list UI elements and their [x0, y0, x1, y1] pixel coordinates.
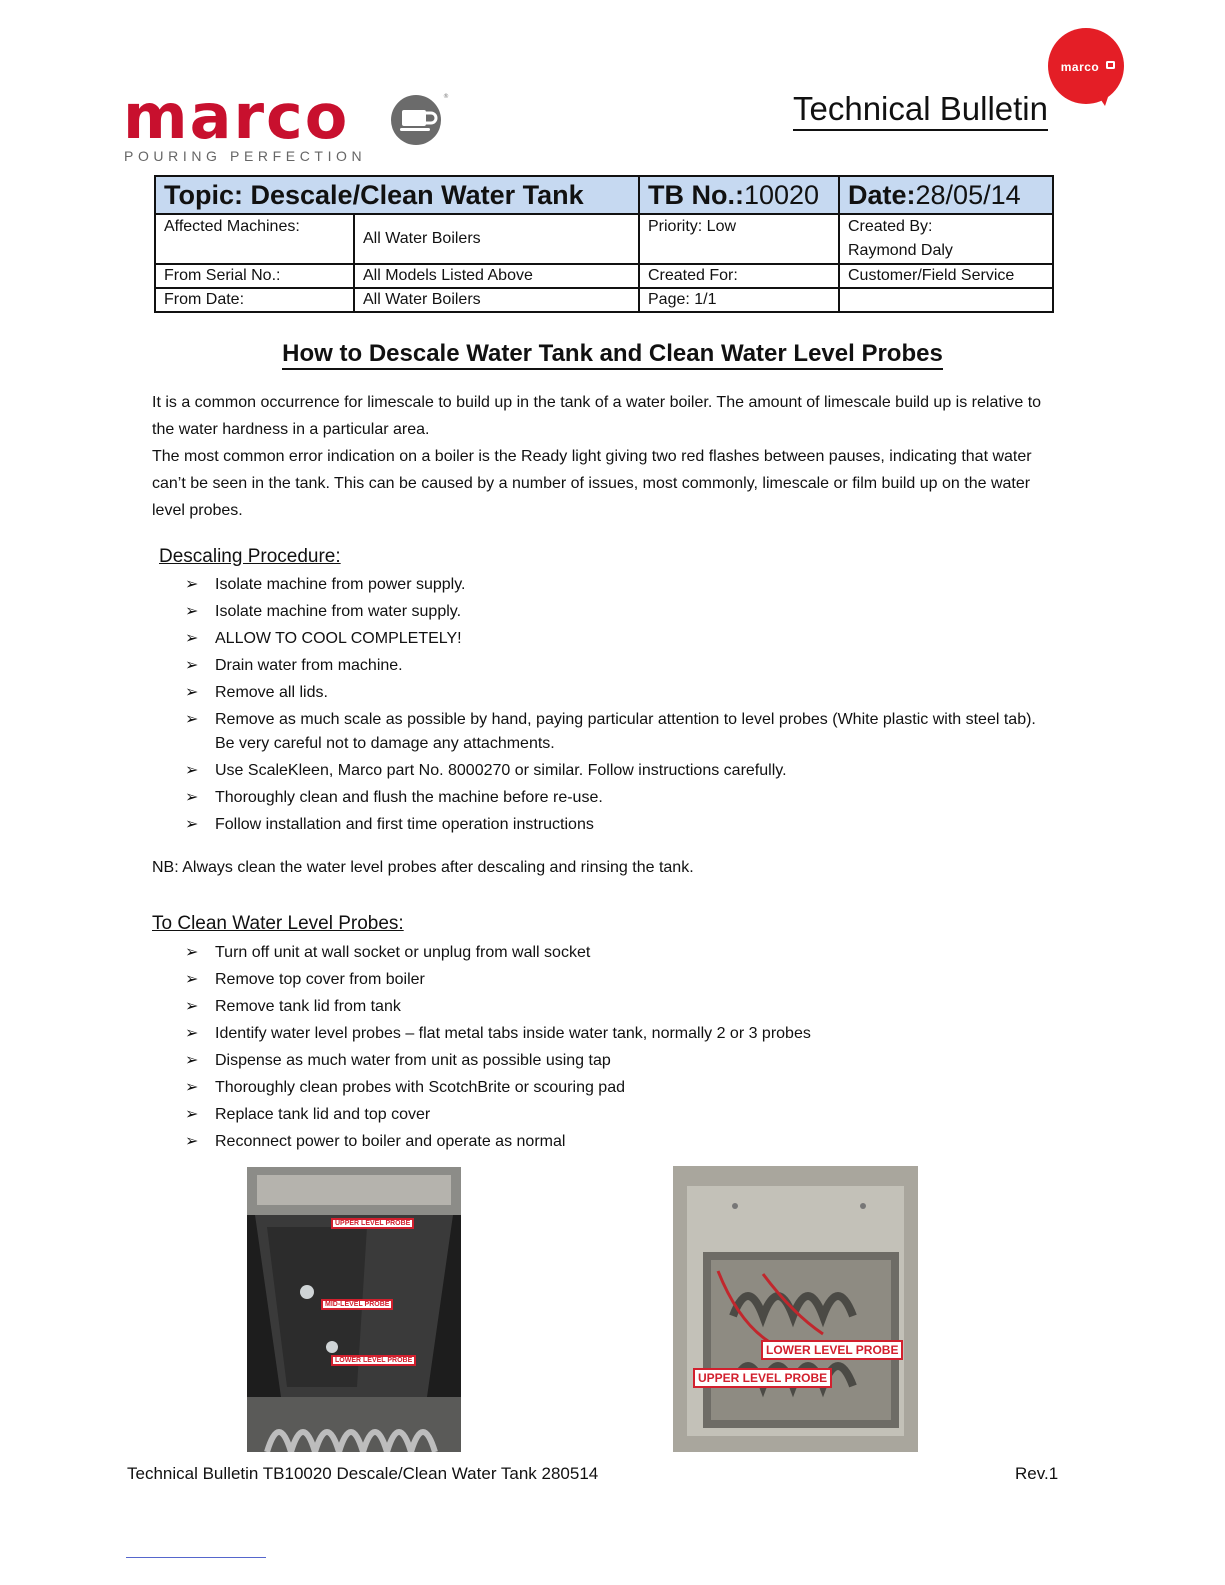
topic-label: Topic: — [164, 179, 251, 210]
list-item: ➢ Isolate machine from water supply. — [185, 600, 1055, 624]
marco-logo-wordmark: marco — [123, 80, 350, 153]
created-by-label: Created By: — [848, 218, 933, 235]
list-item: ➢ Remove all lids. — [185, 681, 1055, 705]
arrow-bullet-icon: ➢ — [185, 1079, 199, 1096]
created-for-value: Customer/Field Service — [839, 264, 1053, 288]
arrow-bullet-icon: ➢ — [185, 630, 199, 647]
descaling-steps-list — [185, 573, 1055, 837]
from-date-label: From Date: — [155, 288, 354, 312]
badge-text: marco — [1060, 60, 1100, 74]
date-value: 28/05/14 — [915, 179, 1021, 210]
list-item: ➢ ALLOW TO COOL COMPLETELY! — [185, 627, 1055, 651]
tb-label: TB No.: — [648, 179, 744, 210]
list-item: ➢ Remove tank lid from tank — [185, 995, 1055, 1019]
intro-paragraph-2: The most common error indication on a boiler is the Ready light giving two red flashes between pauses, indicating that water can’t be seen in the tank. This can be caused by a number of issues, most commonly, limescale or film build up on the water level probes. — [152, 448, 1032, 519]
list-item: ➢ Remove top cover from boiler — [185, 968, 1055, 992]
intro-paragraph-1: It is a common occurrence for limescale to build up in the tank of a water boiler. The amount of limescale build up is relative to the water hardness in a particular area. — [152, 394, 1042, 438]
arrow-bullet-icon: ➢ — [185, 998, 199, 1015]
document-heading — [0, 340, 1225, 368]
probes-steps-list — [185, 941, 1055, 1154]
coffee-cup-icon — [388, 90, 450, 146]
upper-probe-label: UPPER LEVEL PROBE — [331, 1218, 414, 1229]
tank-probes-photo-right — [673, 1166, 918, 1452]
probes-section-title: To Clean Water Level Probes: — [152, 913, 404, 934]
svg-text:®: ® — [443, 93, 449, 100]
list-item: ➢ Thoroughly clean and flush the machine before re-use. — [185, 786, 1055, 810]
affected-value: All Water Boilers — [354, 214, 639, 264]
arrow-bullet-icon: ➢ — [185, 971, 199, 988]
list-item: ➢ Isolate machine from power supply. — [185, 573, 1055, 597]
list-item: ➢ Drain water from machine. — [185, 654, 1055, 678]
list-item: ➢ Follow installation and first time operation instructions — [185, 813, 1055, 837]
arrow-bullet-icon: ➢ — [185, 684, 199, 701]
arrow-bullet-icon: ➢ — [185, 711, 199, 728]
page-cell: Page: 1/1 — [639, 288, 839, 312]
arrow-bullet-icon: ➢ — [185, 1133, 199, 1150]
arrow-bullet-icon: ➢ — [185, 944, 199, 961]
tb-value: 10020 — [743, 179, 820, 210]
arrow-bullet-icon: ➢ — [185, 603, 199, 620]
list-item: ➢ Replace tank lid and top cover — [185, 1103, 1055, 1127]
lower-probe-label: LOWER LEVEL PROBE — [331, 1355, 416, 1366]
arrow-bullet-icon: ➢ — [185, 816, 199, 833]
footer-document-id: Technical Bulletin TB10020 Descale/Clean Water Tank 280514 — [127, 1464, 599, 1483]
logo-tagline: POURING PERFECTION — [124, 148, 367, 164]
tank-top-illustration — [673, 1166, 918, 1452]
upper-probe-label: UPPER LEVEL PROBE — [693, 1368, 832, 1388]
created-by-value: Raymond Daly — [848, 242, 953, 259]
lower-probe-label: LOWER LEVEL PROBE — [761, 1340, 903, 1360]
created-for-label: Created For: — [639, 264, 839, 288]
serial-label: From Serial No.: — [155, 264, 354, 288]
topic-value: Descale/Clean Water Tank — [250, 179, 584, 210]
affected-label: Affected Machines: — [155, 214, 354, 264]
created-by-cell — [839, 214, 1053, 264]
topic-cell — [155, 176, 639, 214]
from-date-value: All Water Boilers — [354, 288, 639, 312]
arrow-bullet-icon: ➢ — [185, 1106, 199, 1123]
note-text: NB: Always clean the water level probes after descaling and rinsing the tank. — [152, 859, 694, 876]
arrow-bullet-icon: ➢ — [185, 762, 199, 779]
list-item: ➢ Remove as much scale as possible by hand, paying particular attention to level probes (White plastic with steel tab). Be very careful not to damage any attachments. — [185, 708, 1055, 756]
list-item: ➢ Turn off unit at wall socket or unplug from wall socket — [185, 941, 1055, 965]
footnote-divider — [126, 1557, 266, 1558]
footer-revision: Rev.1 — [1015, 1464, 1059, 1483]
arrow-bullet-icon: ➢ — [185, 657, 199, 674]
arrow-bullet-icon: ➢ — [185, 1025, 199, 1042]
arrow-bullet-icon: ➢ — [185, 576, 199, 593]
list-item: ➢ Reconnect power to boiler and operate as normal — [185, 1130, 1055, 1154]
heading-text: How to Descale Water Tank and Clean Water Level Probes — [282, 340, 943, 370]
tb-number-cell — [639, 176, 839, 214]
bulletin-info-table — [154, 175, 1054, 313]
list-item: ➢ Thoroughly clean probes with ScotchBrite or scouring pad — [185, 1076, 1055, 1100]
date-label: Date: — [848, 179, 916, 210]
arrow-bullet-icon: ➢ — [185, 1052, 199, 1069]
list-item: ➢ Use ScaleKleen, Marco part No. 8000270 or similar. Follow instructions carefully. — [185, 759, 1055, 783]
mid-probe-label: MID-LEVEL PROBE — [321, 1299, 393, 1310]
descaling-section-title: Descaling Procedure: — [159, 546, 341, 567]
priority-cell: Priority: Low — [639, 214, 839, 264]
page-title: Technical Bulletin — [793, 90, 1048, 131]
serial-value: All Models Listed Above — [354, 264, 639, 288]
list-item: ➢ Dispense as much water from unit as possible using tap — [185, 1049, 1055, 1073]
tank-probes-photo-left — [247, 1167, 461, 1452]
list-item: ➢ Identify water level probes – flat metal tabs inside water tank, normally 2 or 3 probes — [185, 1022, 1055, 1046]
date-cell — [839, 176, 1053, 214]
empty-cell — [839, 288, 1053, 312]
arrow-bullet-icon: ➢ — [185, 789, 199, 806]
